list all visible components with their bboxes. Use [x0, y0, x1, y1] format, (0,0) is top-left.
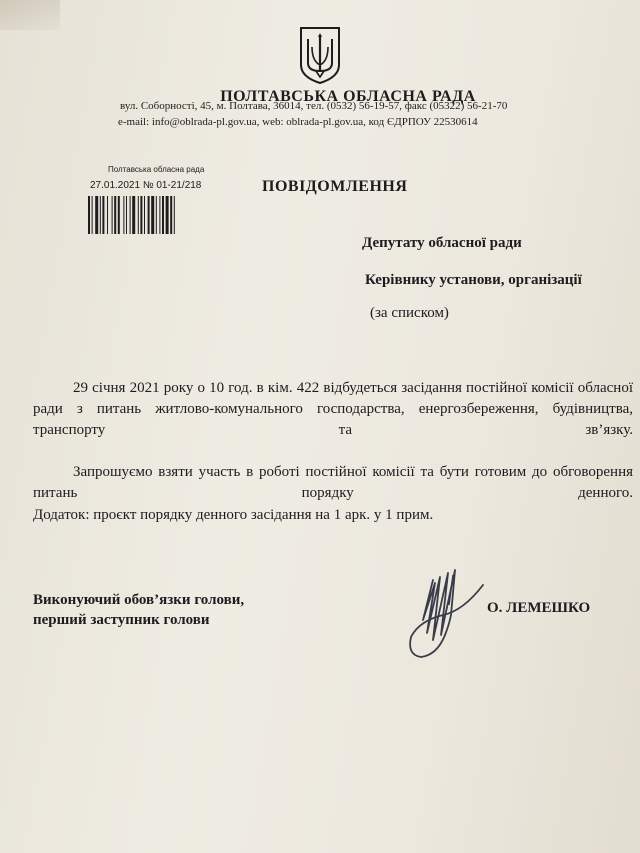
organization-name: ПОЛТАВСЬКА ОБЛАСНА РАДА: [220, 88, 476, 105]
body-paragraph: 29 січня 2021 року о 10 год. в кім. 422 відбудеться засідання постійної комісії обласної ради з питань житлово-комунального господарства, енергозбереження, будівництва, транспорту та зв’язку.: [33, 380, 633, 438]
organization-contacts: e-mail: info@oblrada-pl.gov.ua, web: oblrada-pl.gov.ua, код ЄДРПОУ 22530614: [118, 116, 478, 128]
addressee-note: (за списком): [370, 305, 449, 321]
addressee-deputy: Депутату обласної ради: [362, 235, 522, 251]
paper-fold: [0, 0, 60, 30]
letter-body: [33, 378, 633, 525]
body-paragraph: Запрошуємо взяти участь в роботі постійної комісії та бути готовим до обговорення питань порядку денного.: [33, 464, 633, 501]
addressee-head: Керівнику установи, організації: [365, 272, 582, 288]
organization-address: вул. Соборності, 45, м. Полтава, 36014, тел. (0532) 56-19-57, факс (05322) 56-21-70: [120, 100, 508, 112]
registration-number: 27.01.2021 № 01-21/218: [90, 180, 202, 191]
signer-position-2: перший заступник голови: [33, 612, 210, 628]
barcode-icon: [88, 196, 223, 234]
signer-position: Виконуючий обов’язки голови,: [33, 592, 245, 608]
signer-name: О. ЛЕМЕШКО: [487, 600, 591, 616]
document-title: ПОВІДОМЛЕННЯ: [262, 178, 408, 195]
registration-stamp-org: Полтавська обласна рада: [108, 165, 205, 174]
coat-of-arms-icon: [298, 25, 342, 85]
attachment-line: Додаток: проєкт порядку денного засідання на 1 арк. у 1 прим.: [33, 507, 434, 523]
handwritten-signature: [393, 555, 493, 670]
